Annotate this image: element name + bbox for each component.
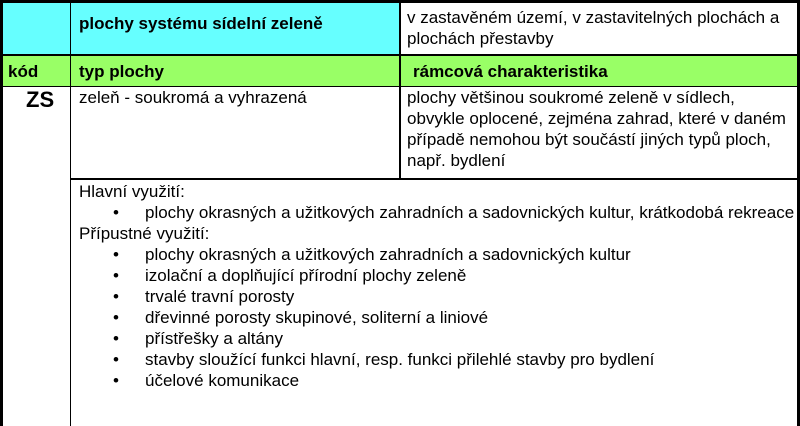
list-item: • přístřešky a altány	[113, 329, 283, 348]
list-item: • plochy okrasných a užitkových zahradních a sadovnických kultur	[113, 245, 631, 264]
area-code: ZS	[26, 87, 55, 112]
list-item: • dřevinné porosty skupinové, soliterní a liniové	[113, 308, 489, 327]
list-item: • stavby sloužící funkci hlavní, resp. funkci přilehlé stavby pro bydlení	[113, 350, 655, 369]
column-header-characteristic: rámcová charakteristika	[413, 62, 608, 81]
list-item: • trvalé travní porosty	[113, 287, 295, 306]
main-use-list	[79, 202, 795, 223]
list-item: • plochy okrasných a užitkových zahradních a sadovnických kultur, krátkodobá rekreace	[113, 203, 795, 222]
column-header-code: kód	[8, 62, 39, 81]
bullet-icon: •	[113, 245, 119, 264]
bullet-icon: •	[113, 329, 119, 348]
column-divider	[399, 0, 401, 179]
bullet-icon: •	[113, 203, 119, 222]
bullet-icon: •	[113, 266, 119, 285]
category-title: plochy systému sídelní zeleně	[79, 14, 323, 33]
area-type: zeleň - soukromá a vyhrazená	[79, 88, 307, 107]
row-divider	[71, 178, 800, 180]
column-header-area-type: typ plochy	[79, 62, 165, 81]
permitted-use-list	[79, 244, 795, 391]
bullet-icon: •	[113, 350, 119, 369]
area-characteristic: plochy většinou soukromé zeleně v sídlech, obvykle oplocené, zejména zahrad, které v daném případě nemohou být součástí jiných typů ploch, např. bydlení	[407, 88, 786, 170]
permitted-use-heading: Přípustné využití:	[79, 224, 210, 243]
column-divider	[70, 0, 71, 426]
list-item: • účelové komunikace	[113, 371, 300, 390]
usage-block	[79, 181, 795, 391]
bullet-icon: •	[113, 308, 119, 327]
bullet-icon: •	[113, 287, 119, 306]
main-use-heading: Hlavní využití:	[79, 182, 185, 201]
table-border-left	[0, 0, 3, 426]
header-blank-cell	[3, 3, 70, 54]
list-item: • izolační a doplňující přírodní plochy zeleně	[113, 266, 467, 285]
bullet-icon: •	[113, 371, 119, 390]
area-scope: v zastavěném území, v zastavitelných plochách a plochách přestavby	[407, 8, 780, 48]
